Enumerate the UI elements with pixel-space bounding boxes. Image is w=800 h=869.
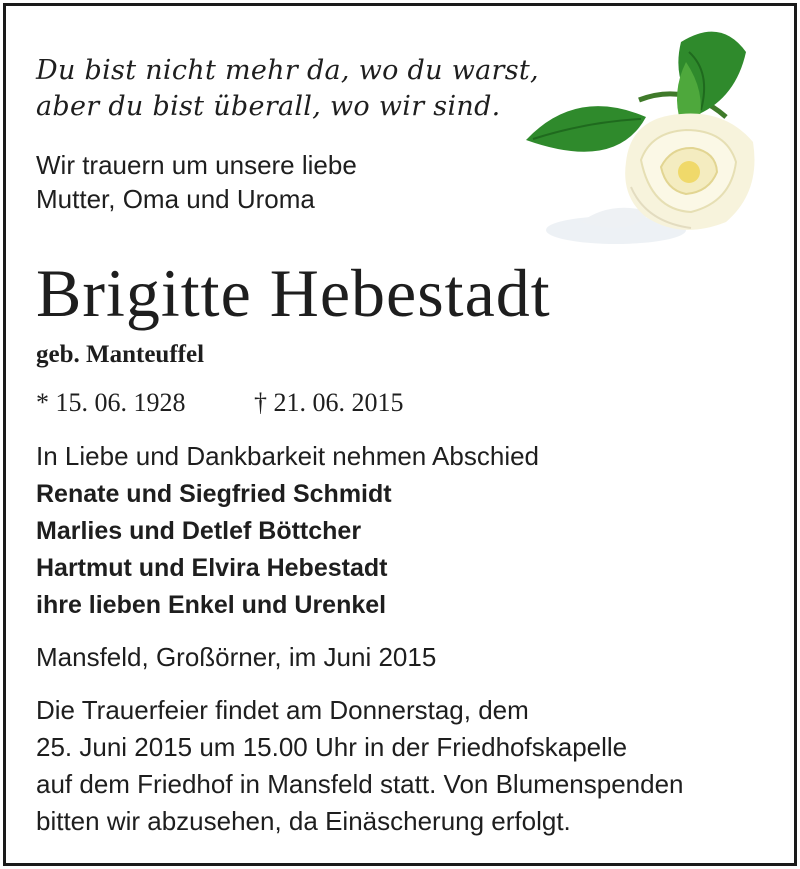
motto-line-2: aber du bist überall, wo wir sind.	[36, 91, 501, 122]
life-dates	[36, 388, 404, 418]
farewell-line: In Liebe und Dankbarkeit nehmen Abschied	[36, 441, 540, 471]
ceremony-line: auf dem Friedhof in Mansfeld statt. Von Blumenspenden	[36, 769, 684, 799]
deceased-name: Brigitte Hebestadt	[36, 255, 551, 331]
maiden-name: geb. Manteuffel	[36, 341, 205, 368]
obituary-notice	[3, 3, 797, 866]
intro-line-2: Mutter, Oma und Uroma	[36, 184, 315, 214]
white-rose-icon	[521, 22, 771, 262]
motto-quote	[36, 53, 539, 125]
place-and-date: Mansfeld, Großörner, im Juni 2015	[36, 642, 437, 672]
intro-line-1: Wir trauern um unsere liebe	[36, 150, 357, 180]
mourner-line: ihre lieben Enkel und Urenkel	[36, 591, 387, 619]
mourner-line: Marlies und Detlef Böttcher	[36, 517, 362, 545]
ceremony-line: Die Trauerfeier findet am Donnerstag, dem	[36, 695, 529, 725]
birth-date: * 15. 06. 1928	[36, 388, 186, 417]
motto-line-1: Du bist nicht mehr da, wo du warst,	[36, 55, 539, 86]
ceremony-info	[36, 692, 684, 840]
death-date: † 21. 06. 2015	[254, 388, 404, 417]
ceremony-line: bitten wir abzusehen, da Einäscherung erfolgt.	[36, 806, 571, 836]
mourners-list	[36, 476, 392, 624]
mourner-line: Renate und Siegfried Schmidt	[36, 480, 392, 508]
mourner-line: Hartmut und Elvira Hebestadt	[36, 554, 388, 582]
ceremony-line: 25. Juni 2015 um 15.00 Uhr in der Friedhofskapelle	[36, 732, 628, 762]
intro-text	[36, 148, 357, 216]
